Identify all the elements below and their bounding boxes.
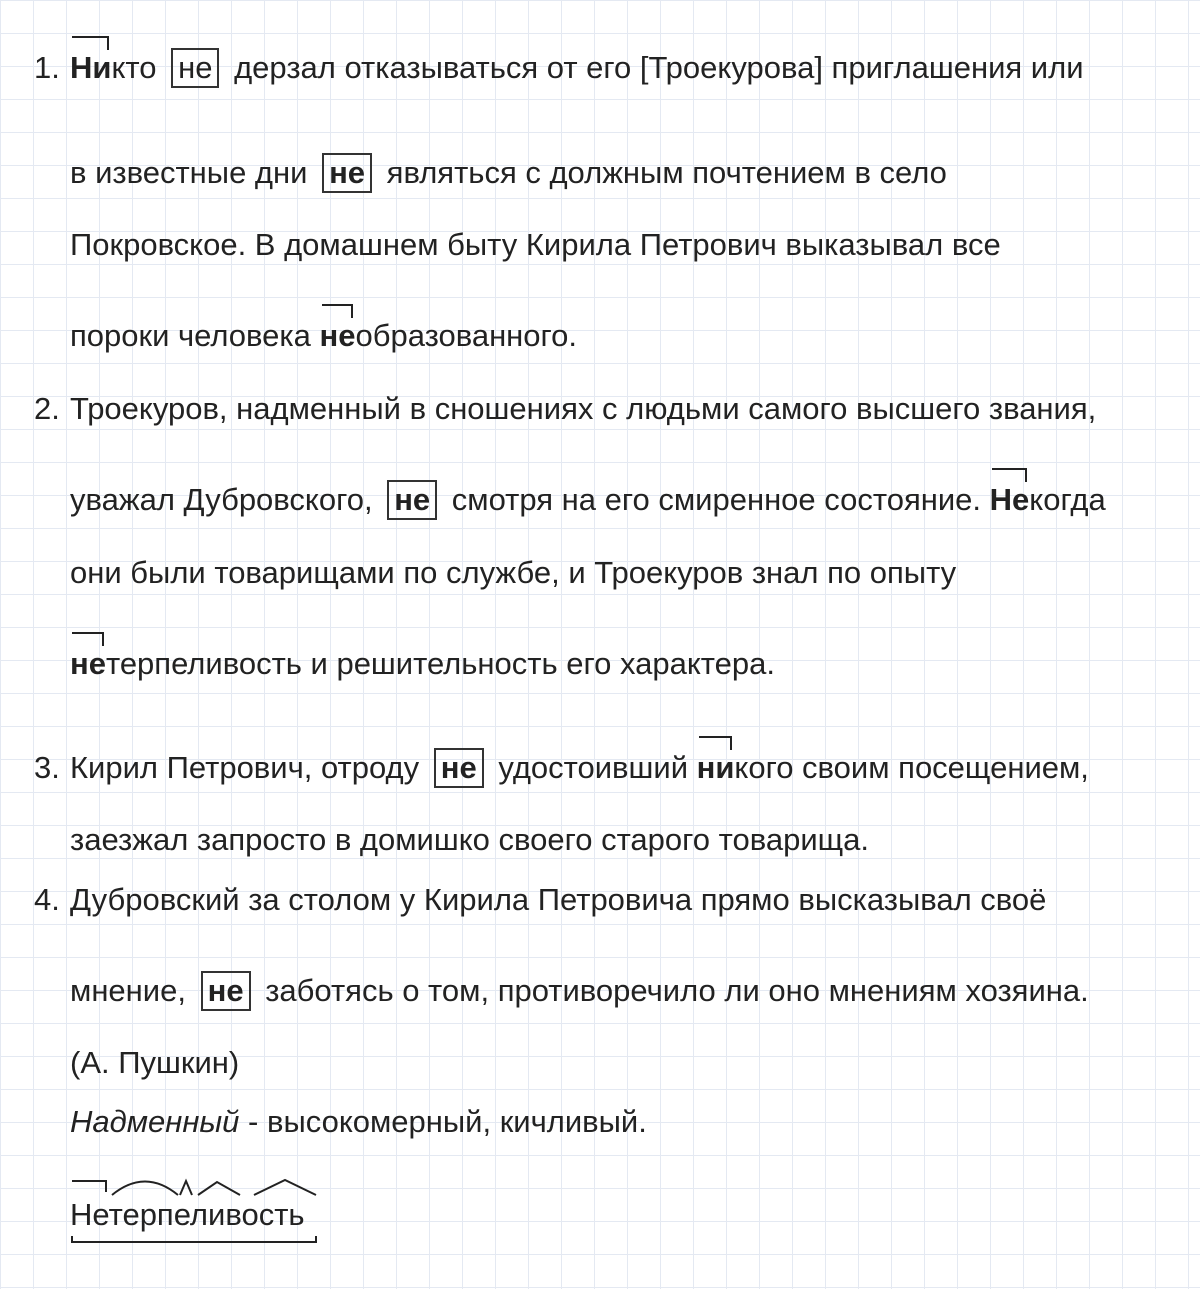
prefix-mark: не <box>70 644 106 684</box>
boxed-particle: не <box>434 748 484 788</box>
prefix-mark: Ни <box>70 48 111 88</box>
morpheme-word: Нетерпеливость <box>70 1197 305 1232</box>
definition-line: Надменный - высокомерный, кичливый. <box>70 1104 647 1139</box>
author-line: (А. Пушкин) <box>70 1045 240 1080</box>
morpheme-analysis <box>70 1168 330 1258</box>
item-number-3: 3. <box>34 750 60 785</box>
boxed-particle: не <box>387 480 437 520</box>
line-4: пороки человека необразованного. <box>70 316 577 356</box>
line-7: они были товарищами по службе, и Троекуров знал по опыту <box>70 555 957 590</box>
line-3: Покровское. В домашнем быту Кирила Петрович выказывал все <box>70 227 1001 262</box>
boxed-particle: не <box>171 48 219 88</box>
line-8: нетерпеливость и решительность его характера. <box>70 644 775 684</box>
defined-term: Надменный <box>70 1104 240 1139</box>
line-1: Никто не дерзал отказываться от его [Троекурова] приглашения или <box>70 48 1084 88</box>
line-2: в известные дни не являться с должным почтением в село <box>70 153 947 193</box>
boxed-particle: не <box>201 971 251 1011</box>
prefix-mark: ни <box>697 748 735 788</box>
item-number-4: 4. <box>34 882 60 917</box>
line-10: заезжал запросто в домишко своего старого товарища. <box>70 822 870 857</box>
boxed-particle: не <box>322 153 372 193</box>
prefix-mark: не <box>320 316 356 356</box>
line-9: Кирил Петрович, отроду не удостоивший никого своим посещением, <box>70 748 1089 788</box>
line-5: Троекуров, надменный в сношениях с людьми самого высшего звания, <box>70 391 1097 426</box>
line-6: уважал Дубровского, не смотря на его смиренное состояние. Некогда <box>70 480 1106 520</box>
item-number-2: 2. <box>34 391 60 426</box>
line-12: мнение, не заботясь о том, противоречило ли оно мнениям хозяина. <box>70 971 1089 1011</box>
prefix-mark: Не <box>990 480 1030 520</box>
item-number-1: 1. <box>34 50 60 85</box>
line-11: Дубровский за столом у Кирила Петровича прямо высказывал своё <box>70 882 1047 917</box>
